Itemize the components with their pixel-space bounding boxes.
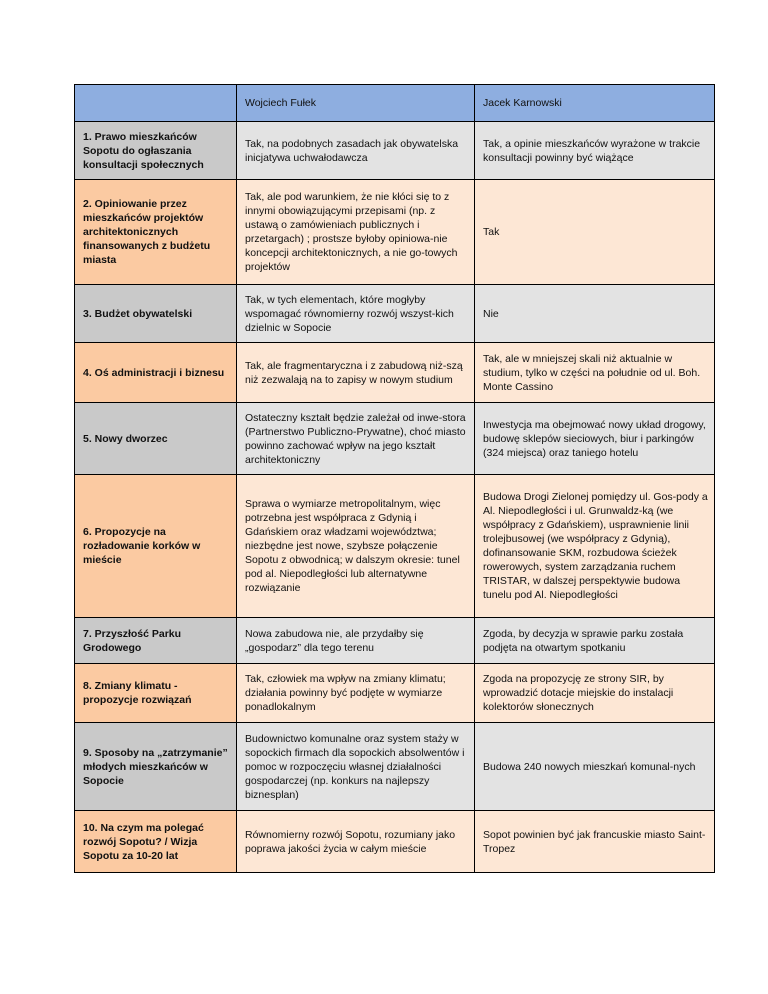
table-row [75,122,715,180]
topic-cell: 4. Oś administracji i biznesu [75,343,237,403]
karnowski-answer: Tak [475,180,715,285]
header-candidate-fulek: Wojciech Fułek [237,85,475,122]
karnowski-answer: Zgoda na propozycję ze strony SIR, by wprowadzić dotacje miejskie do instalacji kolektorów słonecznych [475,664,715,723]
table-row [75,618,715,664]
fulek-answer: Tak, ale pod warunkiem, że nie kłóci się to z innymi obowiązującymi przepisami (np. z ustawą o zamówieniach publicznych i przetargach) ; prostsze byłoby opiniowa-nie koncepcji architektonicznych, a nie go-towych projektów [237,180,475,285]
header-candidate-karnowski: Jacek Karnowski [475,85,715,122]
karnowski-answer: Tak, ale w mniejszej skali niż aktualnie w studium, tylko w części na południe od ul. Boh. Monte Cassino [475,343,715,403]
table-row [75,285,715,343]
topic-cell: 6. Propozycje na rozładowanie korków w mieście [75,475,237,618]
table-row [75,811,715,873]
topic-cell: 3. Budżet obywatelski [75,285,237,343]
fulek-answer: Tak, na podobnych zasadach jak obywatelska inicjatywa uchwałodawcza [237,122,475,180]
karnowski-answer: Inwestycja ma obejmować nowy układ drogowy, budowę sklepów sieciowych, biur i parkingów (324 miejsca) oraz taniego hotelu [475,403,715,475]
fulek-answer: Tak, człowiek ma wpływ na zmiany klimatu; działania powinny być podjęte w wymiarze ponadlokalnym [237,664,475,723]
fulek-answer: Tak, w tych elementach, które mogłyby wspomagać równomierny rozwój wszyst-kich dzielnic w Sopocie [237,285,475,343]
karnowski-answer: Sopot powinien być jak francuskie miasto Saint-Tropez [475,811,715,873]
fulek-answer: Sprawa o wymiarze metropolitalnym, więc potrzebna jest współpraca z Gdynią i Gdańskiem oraz władzami województwa; niezbędne jest nowe, szybsze połączenie Sopotu z obwodnicą; w dalszym okresie: tunel pod al. Niepodległości lub alternatywne rozwiązanie [237,475,475,618]
topic-cell: 9. Sposoby na „zatrzymanie” młodych mieszkańców w Sopocie [75,723,237,811]
karnowski-answer: Budowa Drogi Zielonej pomiędzy ul. Gos-pody a Al. Niepodległości i ul. Grunwaldz-ką (we współpracy z Gdańskiem), usprawnienie linii trolejbusowej (we współpracy z Gdynią), dofinansowanie SKM, rozbudowa ścieżek rowerowych, system zarządzania ruchem TRISTAR, w dalszej perspektywie budowa tunelu pod Al. Niepodległości [475,475,715,618]
table-row [75,403,715,475]
fulek-answer: Budownictwo komunalne oraz system staży w sopockich firmach dla sopockich absolwentów i pomoc w rozpoczęciu własnej działalności gospodarczej (np. konkurs na najlepszy biznesplan) [237,723,475,811]
karnowski-answer: Tak, a opinie mieszkańców wyrażone w trakcie konsultacji powinny być wiążące [475,122,715,180]
table-row [75,180,715,285]
topic-cell: 5. Nowy dworzec [75,403,237,475]
table-row [75,475,715,618]
table-row [75,723,715,811]
topic-cell: 1. Prawo mieszkańców Sopotu do ogłaszania konsultacji społecznych [75,122,237,180]
table-row [75,664,715,723]
fulek-answer: Równomierny rozwój Sopotu, rozumiany jako poprawa jakości życia w całym mieście [237,811,475,873]
fulek-answer: Nowa zabudowa nie, ale przydałby się „gospodarz” dla tego terenu [237,618,475,664]
comparison-table [74,84,715,873]
topic-cell: 8. Zmiany klimatu - propozycje rozwiązań [75,664,237,723]
topic-cell: 10. Na czym ma polegać rozwój Sopotu? / Wizja Sopotu za 10-20 lat [75,811,237,873]
topic-cell: 2. Opiniowanie przez mieszkańców projektów architektonicznych finansowanych z budżetu miasta [75,180,237,285]
table-row [75,343,715,403]
fulek-answer: Ostateczny kształt będzie zależał od inwe-stora (Partnerstwo Publiczno-Prywatne), choć miasto powinno zachować wpływ na jego kształt architektoniczny [237,403,475,475]
karnowski-answer: Zgoda, by decyzja w sprawie parku została podjęta na otwartym spotkaniu [475,618,715,664]
header-empty-cell [75,85,237,122]
header-row [75,85,715,122]
fulek-answer: Tak, ale fragmentaryczna i z zabudową niż-szą niż zezwalają na to zapisy w nowym studium [237,343,475,403]
topic-cell: 7. Przyszłość Parku Grodowego [75,618,237,664]
karnowski-answer: Budowa 240 nowych mieszkań komunal-nych [475,723,715,811]
karnowski-answer: Nie [475,285,715,343]
